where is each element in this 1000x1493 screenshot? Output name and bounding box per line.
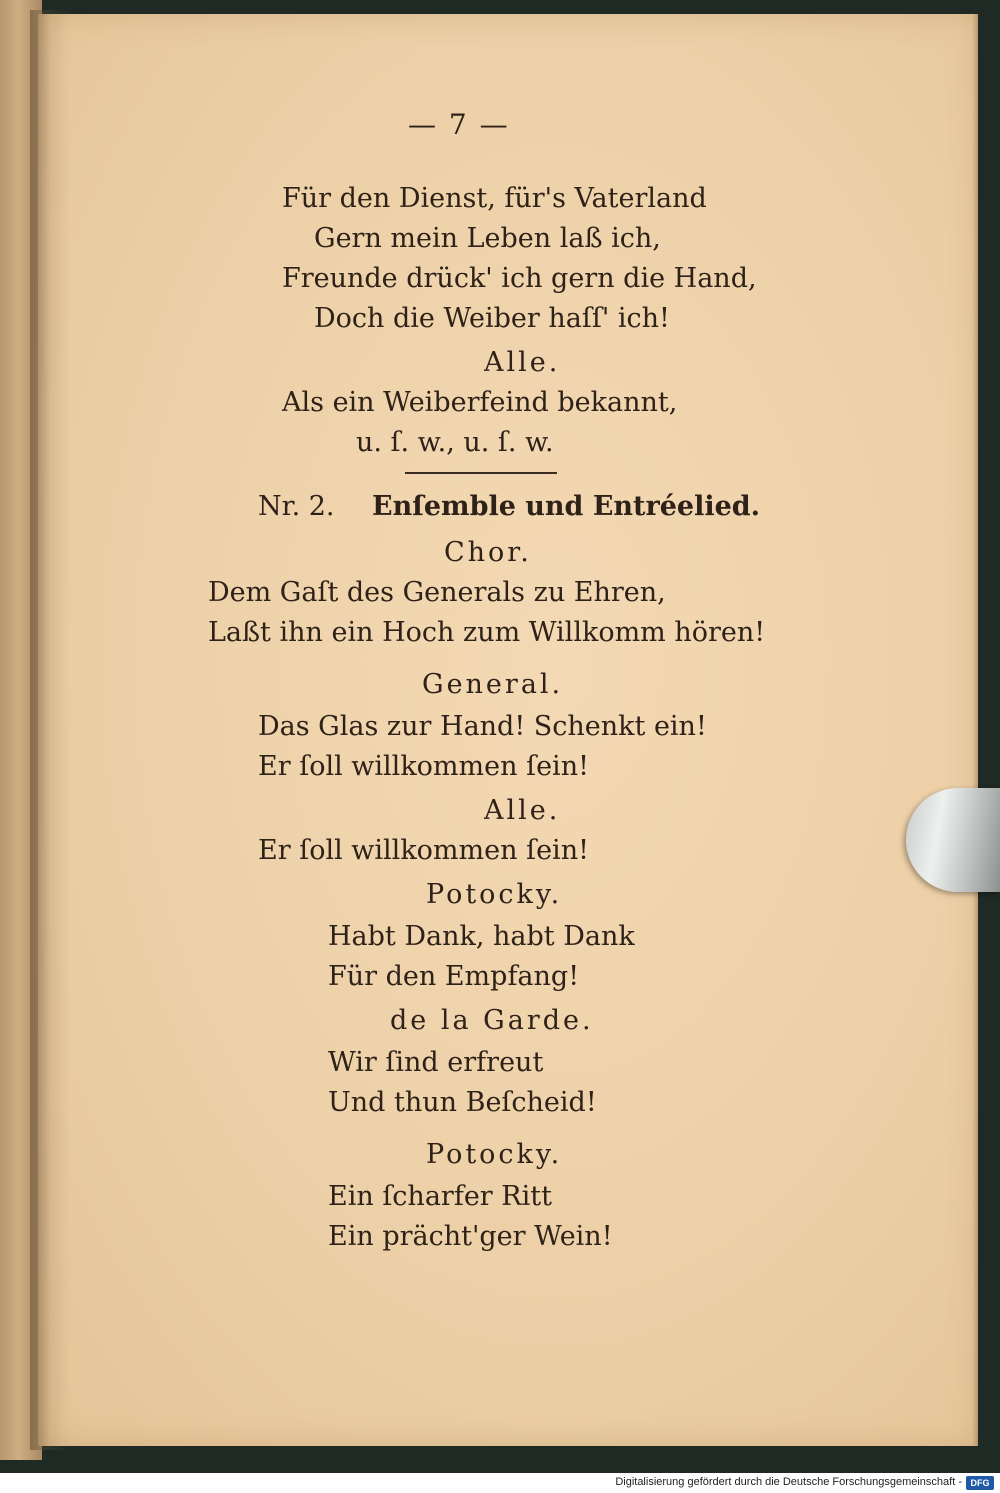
funding-credit: Digitalisierung gefördert durch die Deutsche Forschungsgemeinschaft - — [615, 1476, 962, 1488]
verse-line: Er ſoll willkommen ſein! — [258, 835, 589, 866]
verse-line: Dem Gaſt des Generals zu Ehren, — [208, 577, 666, 608]
verse-line: Für den Empfang! — [328, 961, 580, 992]
verse-line: Und thun Beſcheid! — [328, 1087, 597, 1118]
page-edge-shadow — [972, 14, 978, 1446]
dfg-logo-icon: DFG — [966, 1476, 994, 1490]
verse-line: Ein prächt'ger Wein! — [328, 1221, 613, 1252]
speaker-label: Chor. — [444, 537, 532, 568]
verse-line: Für den Dienst, für's Vaterland — [282, 183, 707, 214]
section-number: Nr. 2. — [258, 491, 335, 522]
verse-line: Laßt ihn ein Hoch zum Willkomm hören! — [208, 617, 766, 648]
page-number: — 7 — — [408, 108, 510, 141]
verse-line: Ein ſcharfer Ritt — [328, 1181, 552, 1212]
verse-line: Freunde drück' ich gern die Hand, — [282, 263, 757, 294]
verse-line: Wir ſind erfreut — [328, 1047, 544, 1078]
page-clip — [906, 788, 1000, 892]
verse-line: Habt Dank, habt Dank — [328, 921, 635, 952]
verse-line: Als ein Weiberfeind bekannt, — [282, 387, 678, 418]
verse-line: u. ſ. w., u. ſ. w. — [356, 427, 554, 458]
section-title: Enſemble und Entréelied. — [372, 491, 761, 522]
speaker-label: de la Garde. — [390, 1005, 594, 1036]
speaker-label: Potocky. — [426, 1139, 563, 1170]
speaker-label: Alle. — [484, 347, 561, 378]
verse-line: Doch die Weiber haſſ' ich! — [314, 303, 670, 334]
section-divider — [405, 472, 557, 474]
speaker-label: Potocky. — [426, 879, 563, 910]
verse-line: Das Glas zur Hand! Schenkt ein! — [258, 711, 707, 742]
book-page — [38, 14, 978, 1446]
gutter-shadow — [30, 10, 70, 1450]
speaker-label: Alle. — [484, 795, 561, 826]
verse-line: Gern mein Leben laß ich, — [314, 223, 661, 254]
speaker-label: General. — [422, 669, 564, 700]
verse-line: Er ſoll willkommen ſein! — [258, 751, 589, 782]
footer-bar — [0, 1473, 1000, 1493]
